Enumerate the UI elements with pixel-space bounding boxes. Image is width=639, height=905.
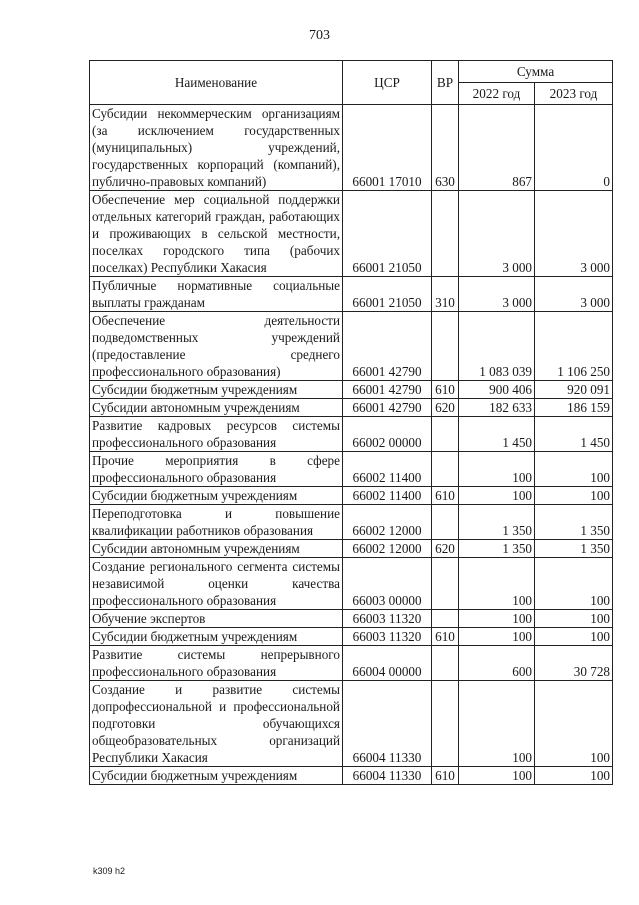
page-number: 703: [309, 28, 330, 43]
row-sum-2023: 1 350: [535, 540, 613, 558]
row-name: Прочие мероприятия в сфере профессионального образования: [90, 452, 343, 487]
row-vr: [432, 646, 459, 681]
table-row: [90, 417, 613, 452]
row-sum-2023: 1 350: [535, 505, 613, 540]
row-csr: 66004 11330: [343, 681, 432, 767]
row-sum-2022: 3 000: [459, 277, 535, 312]
row-name: Развитие системы непрерывного профессионального образования: [90, 646, 343, 681]
row-vr: 610: [432, 381, 459, 399]
row-sum-2022: 100: [459, 681, 535, 767]
row-name: Субсидии некоммерческим организациям (за исключением государственных (муниципальных) учреждений, государственных корпораций (компаний), публично-правовых компаний): [90, 105, 343, 191]
row-sum-2023: 920 091: [535, 381, 613, 399]
row-sum-2022: 100: [459, 487, 535, 505]
header-vr: ВР: [432, 61, 459, 105]
row-sum-2023: 100: [535, 610, 613, 628]
row-sum-2023: 0: [535, 105, 613, 191]
row-name: Субсидии бюджетным учреждениям: [90, 767, 343, 785]
header-sum: Сумма: [459, 61, 613, 83]
table-row: [90, 452, 613, 487]
row-sum-2022: 1 083 039: [459, 312, 535, 381]
row-sum-2022: 100: [459, 452, 535, 487]
table-header: [90, 61, 613, 105]
row-sum-2022: 1 450: [459, 417, 535, 452]
row-csr: 66001 21050: [343, 277, 432, 312]
row-sum-2023: 30 728: [535, 646, 613, 681]
row-vr: 630: [432, 105, 459, 191]
row-name: Субсидии автономным учреждениям: [90, 399, 343, 417]
row-csr: 66001 42790: [343, 381, 432, 399]
row-vr: 610: [432, 487, 459, 505]
table-row: [90, 105, 613, 191]
row-csr: 66004 11330: [343, 767, 432, 785]
row-name: Создание и развитие системы допрофессиональной и профессиональной подготовки обучающихся общеобразовательных организаций Республики Хакасия: [90, 681, 343, 767]
row-vr: [432, 681, 459, 767]
table-row: [90, 610, 613, 628]
row-name: Субсидии автономным учреждениям: [90, 540, 343, 558]
row-csr: 66001 42790: [343, 399, 432, 417]
row-csr: 66002 11400: [343, 452, 432, 487]
row-name: Публичные нормативные социальные выплаты гражданам: [90, 277, 343, 312]
footer-code: k309 h2: [93, 866, 126, 876]
row-csr: 66001 17010: [343, 105, 432, 191]
row-vr: 610: [432, 628, 459, 646]
row-sum-2023: 100: [535, 452, 613, 487]
row-vr: [432, 452, 459, 487]
row-name: Развитие кадровых ресурсов системы профессионального образования: [90, 417, 343, 452]
row-vr: [432, 558, 459, 610]
row-vr: 310: [432, 277, 459, 312]
row-sum-2023: 100: [535, 628, 613, 646]
row-name: Создание регионального сегмента системы независимой оценки качества профессионального образования: [90, 558, 343, 610]
row-sum-2022: 100: [459, 767, 535, 785]
row-sum-2023: 100: [535, 681, 613, 767]
row-vr: [432, 505, 459, 540]
row-name: Субсидии бюджетным учреждениям: [90, 487, 343, 505]
row-vr: [432, 191, 459, 277]
header-csr: ЦСР: [343, 61, 432, 105]
row-sum-2022: 100: [459, 628, 535, 646]
row-csr: 66002 12000: [343, 505, 432, 540]
budget-table: [89, 60, 613, 785]
row-sum-2023: 100: [535, 767, 613, 785]
row-vr: 620: [432, 540, 459, 558]
row-csr: 66004 00000: [343, 646, 432, 681]
row-csr: 66003 11320: [343, 628, 432, 646]
row-csr: 66002 00000: [343, 417, 432, 452]
table-row: [90, 628, 613, 646]
row-name: Субсидии бюджетным учреждениям: [90, 628, 343, 646]
table-row: [90, 487, 613, 505]
row-csr: 66003 11320: [343, 610, 432, 628]
row-name: Обучение экспертов: [90, 610, 343, 628]
row-name: Обеспечение деятельности подведомственных учреждений (предоставление среднего профессионального образования): [90, 312, 343, 381]
row-csr: 66002 11400: [343, 487, 432, 505]
row-vr: [432, 417, 459, 452]
table-row: [90, 767, 613, 785]
table-row: [90, 312, 613, 381]
row-csr: 66003 00000: [343, 558, 432, 610]
table-row: [90, 191, 613, 277]
row-sum-2023: 3 000: [535, 191, 613, 277]
table-body: [90, 105, 613, 785]
row-sum-2022: 100: [459, 558, 535, 610]
table-row: [90, 399, 613, 417]
row-sum-2023: 3 000: [535, 277, 613, 312]
row-sum-2023: 186 159: [535, 399, 613, 417]
row-name: Переподготовка и повышение квалификации работников образования: [90, 505, 343, 540]
row-csr: 66001 42790: [343, 312, 432, 381]
table-row: [90, 681, 613, 767]
row-sum-2022: 1 350: [459, 540, 535, 558]
row-sum-2022: 100: [459, 610, 535, 628]
row-vr: 610: [432, 767, 459, 785]
table-row: [90, 381, 613, 399]
table-row: [90, 277, 613, 312]
row-csr: 66002 12000: [343, 540, 432, 558]
header-year-2022: 2022 год: [459, 83, 535, 105]
row-vr: 620: [432, 399, 459, 417]
row-csr: 66001 21050: [343, 191, 432, 277]
row-sum-2022: 1 350: [459, 505, 535, 540]
table-row: [90, 505, 613, 540]
header-name: Наименование: [90, 61, 343, 105]
row-name: Субсидии бюджетным учреждениям: [90, 381, 343, 399]
row-sum-2022: 900 406: [459, 381, 535, 399]
table-row: [90, 646, 613, 681]
table-row: [90, 558, 613, 610]
row-sum-2022: 600: [459, 646, 535, 681]
row-name: Обеспечение мер социальной поддержки отдельных категорий граждан, работающих и проживающих в сельской местности, поселках городского типа (рабочих поселках) Республики Хакасия: [90, 191, 343, 277]
row-sum-2023: 1 106 250: [535, 312, 613, 381]
row-sum-2022: 182 633: [459, 399, 535, 417]
table-row: [90, 540, 613, 558]
row-sum-2022: 867: [459, 105, 535, 191]
header-year-2023: 2023 год: [535, 83, 613, 105]
row-sum-2022: 3 000: [459, 191, 535, 277]
row-vr: [432, 312, 459, 381]
row-sum-2023: 100: [535, 487, 613, 505]
row-sum-2023: 1 450: [535, 417, 613, 452]
row-vr: [432, 610, 459, 628]
row-sum-2023: 100: [535, 558, 613, 610]
